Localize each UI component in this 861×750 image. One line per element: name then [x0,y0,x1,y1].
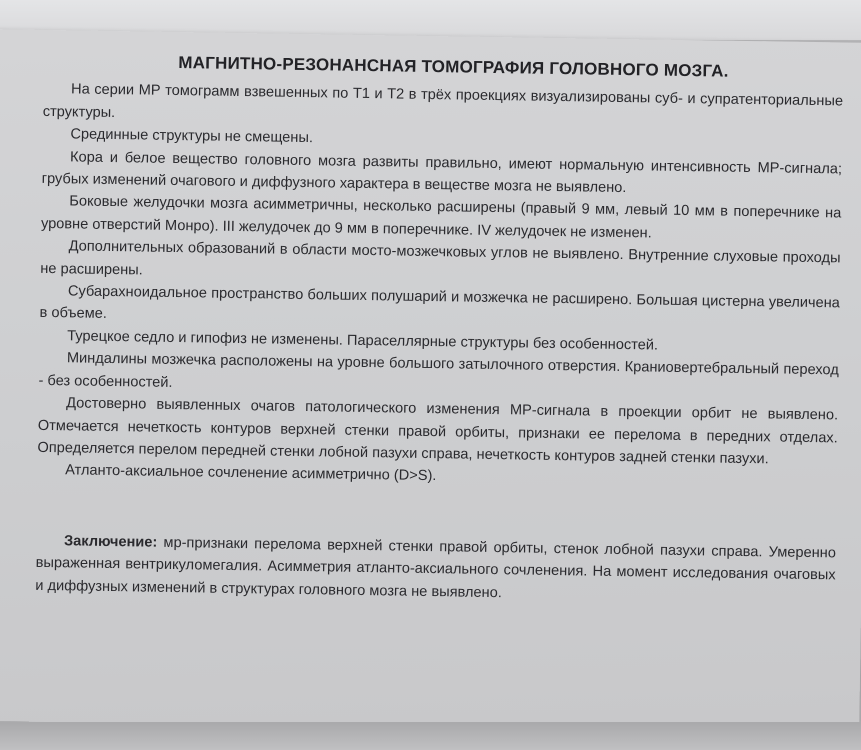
document-title: МАГНИТНО-РЕЗОНАНСНАЯ ТОМОГРАФИЯ ГОЛОВНОГО МОЗГА. [178,53,729,81]
paragraph-cerebellopontine: Дополнительных образований в области мосто-мозжечковых углов не выявлено. Внутренние слуховые проходы не расширены. [40,238,841,279]
conclusion-paragraph [35,530,836,610]
conclusion-label: Заключение: [63,533,158,551]
paragraph-atlantoaxial: Атланто-аксиальное сочленение асимметрично (D>S). [65,462,437,485]
paragraph-subarachnoid: Субарахноидальное пространство больших полушарий и мозжечка не расширено. Большая цистерна увеличена в объеме. [39,283,840,323]
paragraph-orbits: Достоверно выявленных очагов патологического изменения МР-сигнала в проекции орбит не выявлено. Отмечается нечеткость контуров верхней стенки правой орбиты, признаки ее перелома в передних отделах. Определяется перелом передней стенки лобной пазухи справа, нечеткость контуров задней стенки пазухи. [37,395,839,468]
paragraph-cortex: Кора и белое вещество головного мозга развиты правильно, имеют нормальную интенсивность МР-сигнала; грубых изменений очагового и диффузного характера в веществе мозга не выявлено. [41,148,843,197]
paragraph-midline: Срединные структуры не смещены. [70,126,314,147]
paragraph-ventricles: Боковые желудочки мозга асимметричны, несколько расширены (правый 9 мм, левый 10 мм в поперечнике на уровне отверстий Монро). III желудочек до 9 мм в поперечнике. IV желудочек не изменен. [40,193,842,242]
document-content [35,50,843,609]
paragraph-sella: Турецкое седло и гипофиз не изменены. Параселлярные структуры без особенностей. [67,328,659,354]
paragraph-tonsils: Миндалины мозжечка расположены на уровне большого затылочного отверстия. Краниовертебральный переход - без особенностей. [38,350,839,391]
conclusion-text: мр-признаки перелома верхней стенки правой орбиты, стенок лобной пазухи справа. Умеренно выраженная вентрикуломегалия. Асимметрия атланто-аксиального сочленения. На момент исследования очаговых и диффузных изменений в структурах головного мозга не выявлено. [35,534,837,601]
paragraph-projections: На серии МР томограмм взвешенных по Т1 и Т2 в трёх проекциях визуализированы суб- и супратенториальные структуры. [42,81,844,121]
page-bottom-edge [0,722,861,750]
document-sheet [0,29,861,735]
